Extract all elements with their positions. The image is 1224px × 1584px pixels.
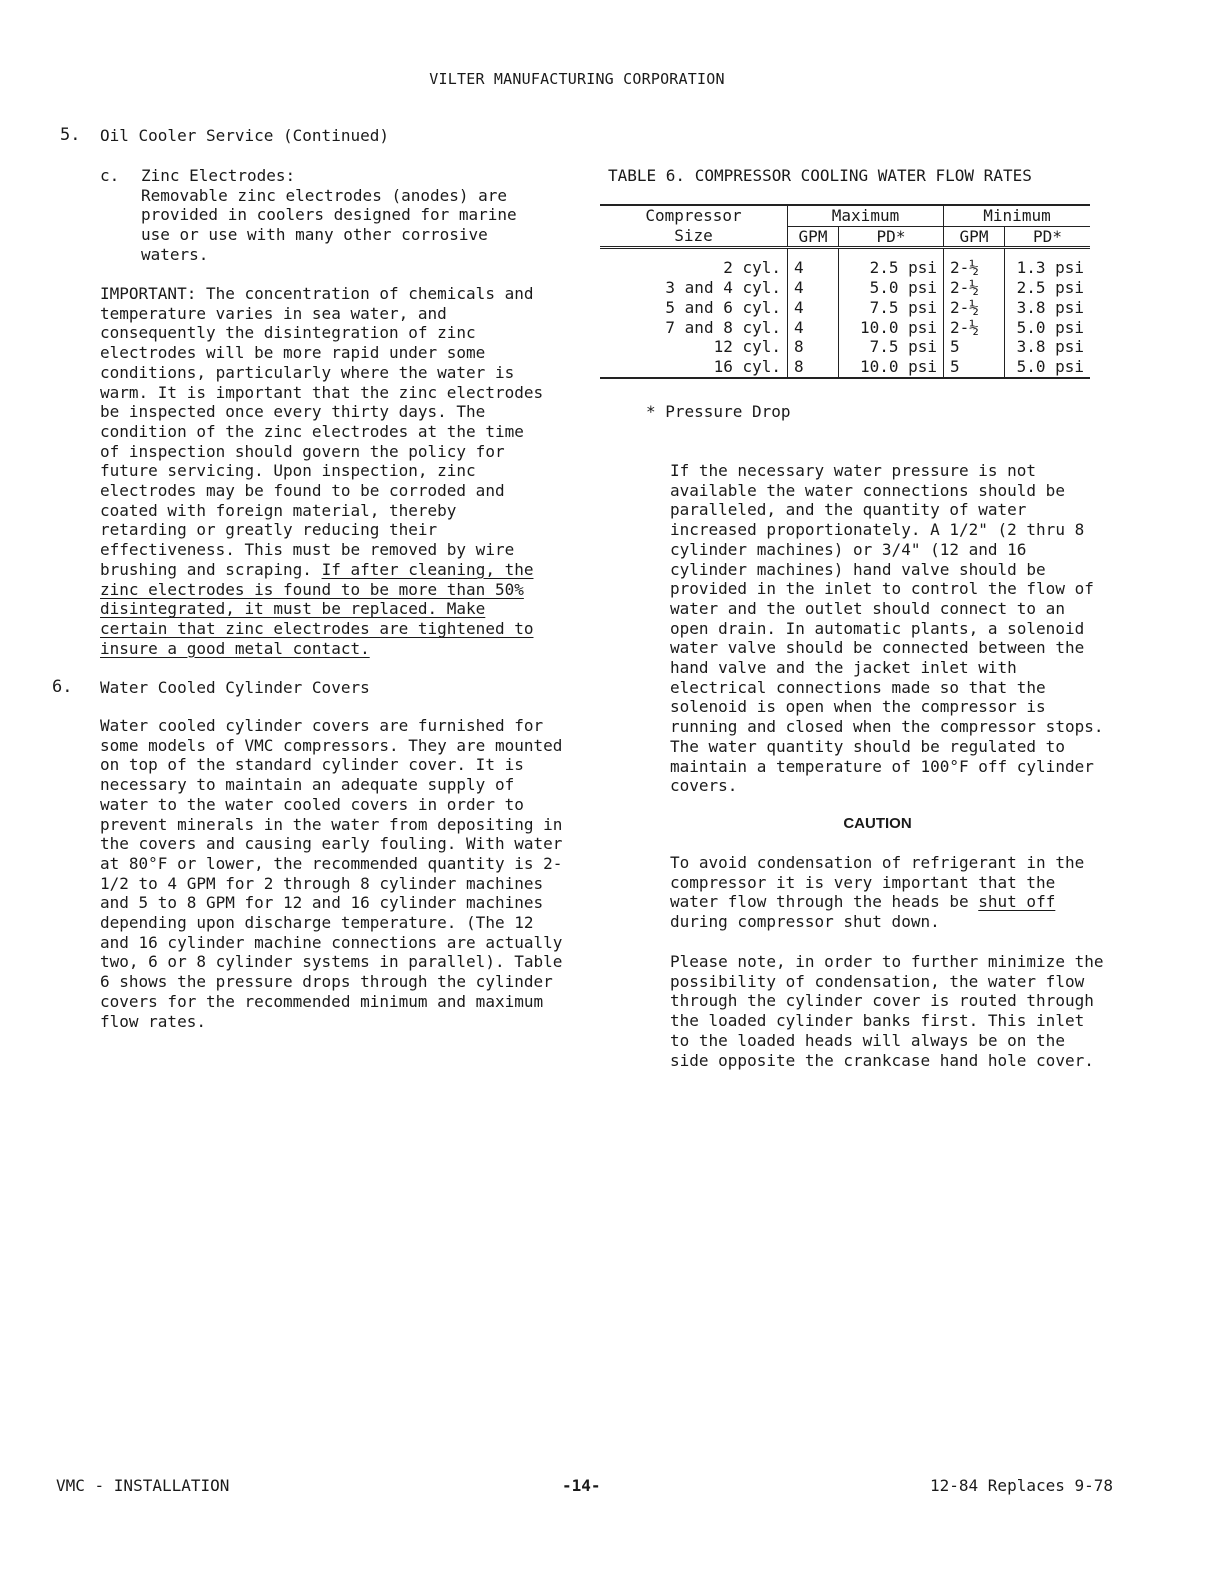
section-6-number: 6.: [52, 677, 73, 697]
subsection-c-body: Removable zinc electrodes (anodes) are provided in coolers designed for marine use or use with many other corrosive waters.: [141, 185, 517, 264]
cell-min-pd: 1.3 psi: [1016, 258, 1084, 278]
section-6-body: Water cooled cylinder covers are furnished for some models of VMC compressors. They are mounted on top of the standard cylinder cover. It is necessary to maintain an adequate supply of water to the water cooled covers in order to prevent minerals in the water from depositing in the covers and causing early fouling. With water at 80°F or lower, the recommended quantity is 2-1/2 to 4 GPM for 2 through 8 cylinder machines and 5 to 8 GPM for 12 and 16 cylinder machines depending upon discharge temperature. (The 12 and 16 cylinder machine connections are actually two, 6 or 8 cylinder systems in parallel). Table 6 shows the pressure drops through the cylinder covers for the recommended minimum and maximum flow rates.: [100, 716, 563, 1031]
caution-heading: CAUTION: [843, 815, 912, 832]
table-6: [600, 204, 1090, 379]
cell-size: 12 cyl.: [600, 337, 788, 357]
cell-size: 5 and 6 cyl.: [600, 298, 788, 318]
footer-right: 12-84 Replaces 9-78: [930, 1476, 1114, 1495]
cell-max-gpm: 4: [788, 318, 839, 338]
table-6-footnote: * Pressure Drop: [646, 402, 791, 421]
important-note: [100, 284, 545, 658]
cell-max-pd: 10.0 psi: [839, 357, 944, 378]
table-row: [600, 357, 1090, 378]
cell-max-gpm: 8: [788, 357, 839, 378]
caution-underlined-text: shut off: [978, 892, 1056, 912]
cell-min-gpm: 2-½: [944, 248, 1005, 278]
col-header-maximum: Maximum: [788, 205, 944, 226]
col-header-size-1: Compressor: [600, 205, 788, 226]
cell-max-gpm: 4: [788, 298, 839, 318]
cell-size: 16 cyl.: [600, 357, 788, 378]
cell-size: 2 cyl.: [600, 248, 788, 278]
cell-max-pd: 7.5 psi: [839, 337, 944, 357]
cell-min-gpm: 5: [944, 357, 1005, 378]
subsection-c-letter: c.: [100, 166, 120, 185]
caution-text-end: during compressor shut down.: [670, 912, 940, 932]
cell-min-pd: 3.8 psi: [1016, 297, 1084, 317]
cell-min-gpm: 5: [944, 337, 1005, 357]
condensation-paragraph: Please note, in order to further minimize the possibility of condensation, the water flow through the cylinder cover is routed through the loaded cylinder banks first. This inlet to the loaded heads will always be on the side opposite the crankcase hand hole cover.: [670, 952, 1104, 1070]
table-row: [600, 318, 1090, 338]
col-header-min-pd: PD*: [1033, 226, 1062, 246]
cell-max-gpm: 4: [788, 248, 839, 278]
important-underlined-text: If after cleaning, the zinc electrodes is found to be more than 50% disintegrated, it must be replaced. Make certain that zinc electrodes are tightened to insure a good metal contact.: [100, 559, 534, 658]
water-pressure-paragraph: If the necessary water pressure is not available the water connections should be paralleled, and the quantity of water increased proportionately. A 1/2" (2 thru 8 cylinder machines) or 3/4" (12 and 16 cylinder machines) hand valve should be provided in the inlet to control the flow of water and the outlet should connect to an open drain. In automatic plants, a solenoid water valve should be connected between the hand valve and the jacket inlet with electrical connections made so that the solenoid is open when the compressor is running and closed when the compressor stops. The water quantity should be regulated to maintain a temperature of 100°F off cylinder covers.: [670, 461, 1104, 796]
table-row: [600, 278, 1090, 298]
cell-max-gpm: 8: [788, 337, 839, 357]
subsection-c: [141, 166, 551, 265]
cell-max-gpm: 4: [788, 278, 839, 298]
cell-min-gpm: 2-½: [944, 278, 1005, 298]
table-row: [600, 298, 1090, 318]
caution-text: To avoid condensation of refrigerant in the compressor it is very important that the water flow through the heads be: [670, 853, 1085, 912]
cell-max-pd: 5.0 psi: [839, 278, 944, 298]
cell-min-pd: 3.8 psi: [1016, 337, 1084, 357]
table-row: [600, 337, 1090, 357]
cell-min-pd: 5.0 psi: [1016, 356, 1084, 376]
col-header-max-pd: PD*: [839, 226, 944, 248]
cell-max-pd: 7.5 psi: [839, 298, 944, 318]
page-number: -14-: [562, 1476, 601, 1495]
section-5-title: Oil Cooler Service (Continued): [100, 126, 389, 145]
cell-size: 3 and 4 cyl.: [600, 278, 788, 298]
table-row: [600, 248, 1090, 278]
col-header-size-2: Size: [600, 226, 788, 248]
cell-max-pd: 10.0 psi: [839, 318, 944, 338]
col-header-minimum: Minimum: [944, 205, 1091, 226]
col-header-max-gpm: GPM: [788, 226, 839, 248]
col-header-min-gpm: GPM: [944, 226, 1005, 248]
cell-min-gpm: 2-½: [944, 318, 1005, 338]
table-6-caption: TABLE 6. COMPRESSOR COOLING WATER FLOW RATES: [608, 166, 1032, 185]
cell-size: 7 and 8 cyl.: [600, 318, 788, 338]
cell-min-pd: 5.0 psi: [1016, 317, 1084, 337]
cell-min-pd: 2.5 psi: [1016, 278, 1084, 298]
cell-max-pd: 2.5 psi: [839, 248, 944, 278]
footer-left: VMC - INSTALLATION: [56, 1476, 230, 1495]
cell-min-gpm: 2-½: [944, 298, 1005, 318]
section-6-title: Water Cooled Cylinder Covers: [100, 678, 370, 697]
important-text: IMPORTANT: The concentration of chemicals and temperature varies in sea water, and consequently the disintegration of zinc electrodes will be more rapid under some conditions, particularly where the water is warm. It is important that the zinc electrodes be inspected once every thirty days. The condition of the zinc electrodes at the time of inspection should govern the policy for future servicing. Upon inspection, zinc electrodes may be found to be corroded and coated with foreign material, thereby retarding or greatly reducing their effectiveness. This must be removed by wire brushing and scraping.: [100, 284, 544, 579]
subsection-c-title: Zinc Electrodes:: [141, 166, 296, 185]
caution-paragraph: [670, 853, 1090, 932]
section-5-number: 5.: [60, 125, 81, 145]
page-header: VILTER MANUFACTURING CORPORATION: [429, 70, 725, 88]
